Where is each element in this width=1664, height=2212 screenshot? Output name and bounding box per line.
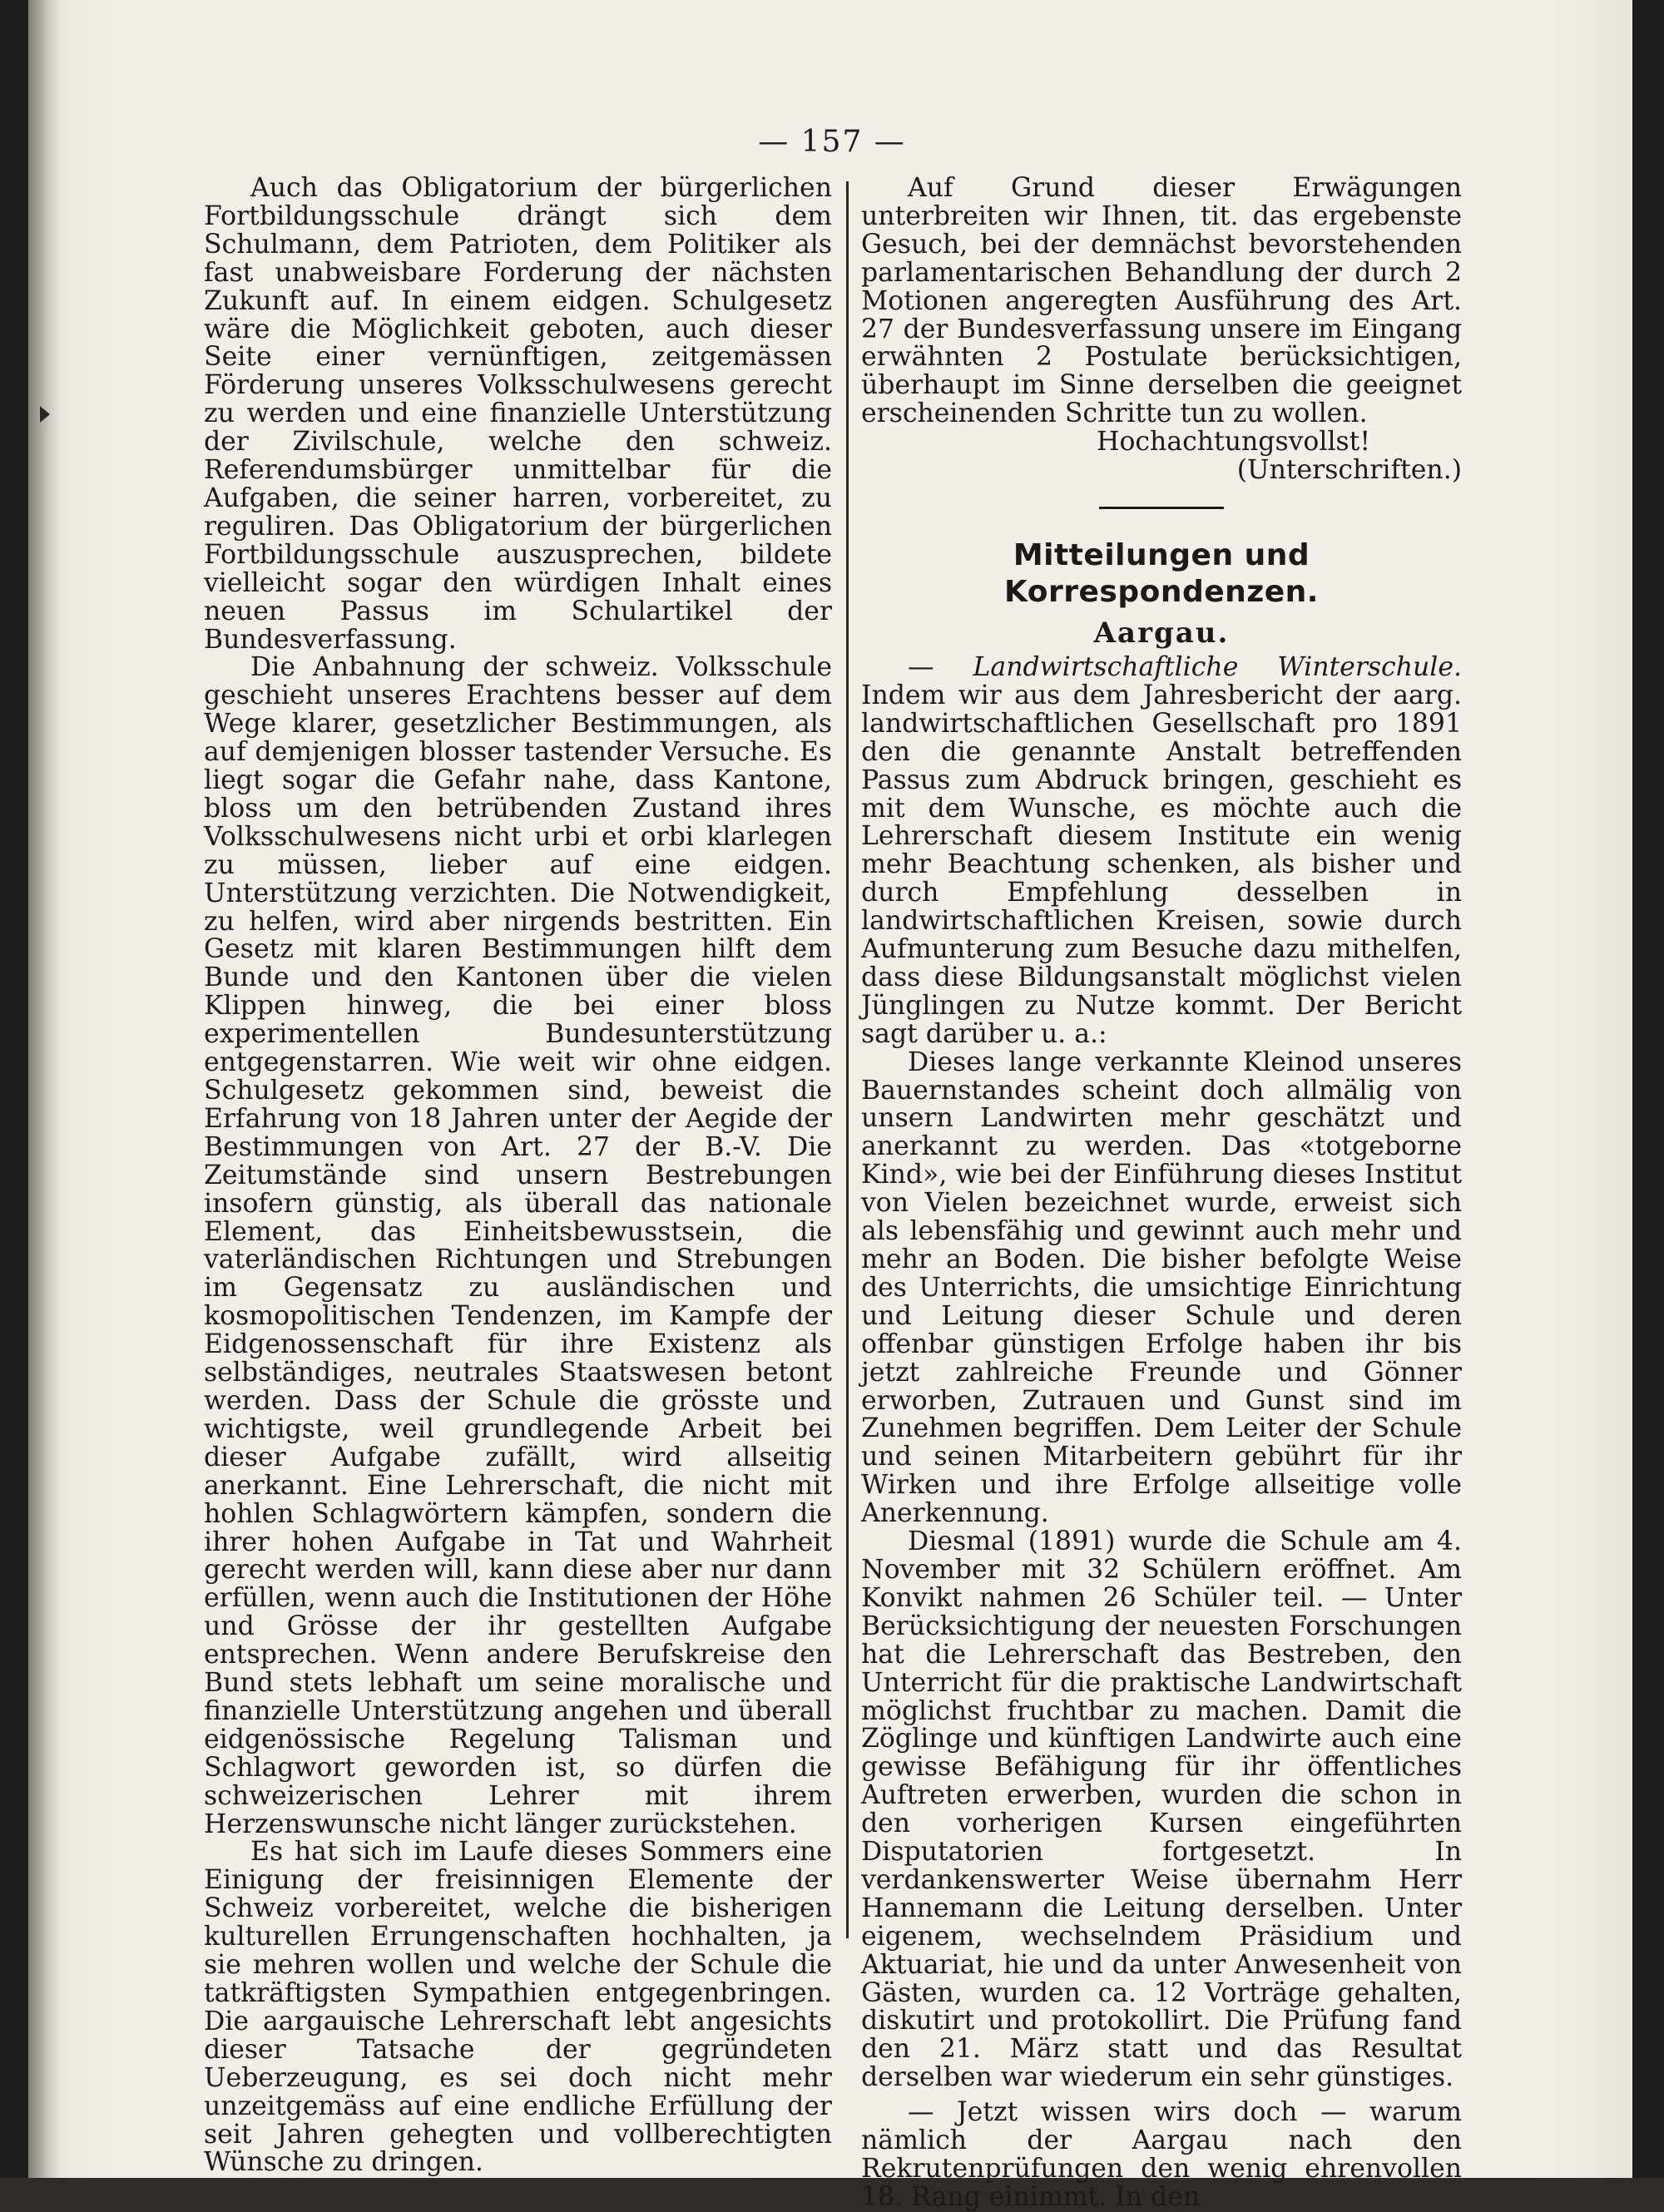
- column-divider: [846, 181, 849, 1938]
- closing-paragraph: — Jetzt wissen wirs doch — warum nämlich der Aargau nach den Rekrutenprüfungen den wenig ehrenvollen 18. Rang einimmt. In den: [861, 2097, 1462, 2212]
- article-dash: —: [908, 651, 973, 682]
- page-number: — 157 —: [758, 125, 906, 159]
- closing-salutation: Hochachtungsvollst!: [1096, 427, 1370, 458]
- left-paragraph-2: Die Anbahnung der schweiz. Volksschule geschieht unseres Erachtens besser auf dem Wege klarer, gesetzlicher Bestimmungen, als auf demjenigen blosser tastender Versuche. Es liegt sogar die Gefahr nahe, dass Kantone, bloss um den betrübenden Zustand ihres Volksschulwesens nicht urbi et orbi klarlegen zu müssen, lieber auf eine eidgen. Unterstützung verzichten. Die Notwendigkeit, zu helfen, wird aber nirgends bestritten. Ein Gesetz mit klaren Bestimmungen hilft dem Bunde und den Kantonen über die vielen Klippen hinweg, die bei einer bloss experimentellen Bundesunterstützung entgegenstarren. Wie weit wir ohne eidgen. Schulgesetz gekommen sind, beweist die Erfahrung von 18 Jahren unter der Aegide der Bestimmungen von Art. 27 der B.-V. Die Zeitumstände sind unsern Bestrebungen insofern günstig, als überall das nationale Element, das Einheitsbewusstsein, die vaterländischen Richtungen und Strebungen im Gegensatz zu ausländischen und kosmopolitischen Tendenzen, im Kampfe der Eidgenossenschaft für ihre Existenz als selbständiges, neutrales Staatswesen betont werden. Dass der Schule die grösste und wichtigste, weil grundlegende Arbeit bei dieser Aufgabe zufällt, wird allseitig anerkannt. Eine Lehrerschaft, die nicht mit hohlen Schlagwörtern kämpfen, sondern die ihrer hohen Aufgabe in Tat und Wahrheit gerecht werden will, kann diese aber nur dann erfüllen, wenn auch die Institutionen der Höhe und Grösse der ihr gestellten Aufgabe entsprechen. Wenn andere Berufskreise den Bund stets lebhaft um seine moralische und finanzielle Unterstützung angehen und überall eidgenössische Regelung Talisman und Schlagwort geworden ist, so dürfen die schweizerischen Lehrer mit ihrem Herzenswunsche nicht länger zurückstehen.: [204, 652, 832, 1839]
- section-separator-rule: [1099, 507, 1224, 509]
- article-lead-paragraph: [861, 651, 1462, 1049]
- petition-paragraph: Auf Grund dieser Erwägungen unterbreiten wir Ihnen, tit. das ergebenste Gesuch, bei der demnächst bevorstehenden parlamentarischen Behandlung der durch 2 Motionen angeregten Ausführung des Art. 27 der Bundesverfassung unsere im Eingang erwähnten 2 Postulate berücksichtigen, überhaupt im Sinne derselben die geeignet erscheinenden Schritte tun zu wollen.: [861, 173, 1462, 429]
- margin-arrow-marker: [40, 406, 50, 423]
- article-title: Landwirtschaftliche Winterschule.: [973, 651, 1462, 682]
- book-gutter-shadow: [28, 0, 62, 2178]
- report-quote-paragraph-2: Diesmal (1891) wurde die Schule am 4. November mit 32 Schülern eröffnet. Am Konvikt nahmen 26 Schüler teil. — Unter Berücksichtigung der neuesten Forschungen hat die Lehrerschaft das Bestreben, den Unterricht für die praktische Landwirtschaft möglichst fruchtbar zu machen. Damit die Zöglinge und künftigen Landwirte auch eine gewisse Befähigung für ihr öffentliches Auftreten erwerben, wurden die schon in den vorherigen Kursen eingeführten Disputatorien fortgesetzt. In verdankenswerter Weise übernahm Herr Hannemann die Leitung derselben. Unter eigenem, wechselndem Präsidium und Aktuariat, hie und da unter Anwesenheit von Gästen, wurden ca. 12 Vorträge gehalten, diskutirt und protokollirt. Die Prüfung fand den 21. März statt und das Resultat derselben war wiederum ein sehr günstiges.: [861, 1527, 1462, 2093]
- left-paragraph-1: Auch das Obligatorium der bürgerlichen Fortbildungsschule drängt sich dem Schulmann, dem Patrioten, dem Politiker als fast unabweisbare Forderung der nächsten Zukunft auf. In einem eidgen. Schulgesetz wäre die Möglichkeit geboten, auch dieser Seite einer vernünftigen, zeitgemässen Förderung unseres Volksschulwesens gerecht zu werden und eine finanzielle Unterstützung der Zivilschule, welche den schweiz. Referendumsbürger unmittelbar für die Aufgaben, die seiner harren, vorbereitet, zu reguliren. Das Obligatorium der bürgerlichen Fortbildungsschule auszusprechen, bildete vielleicht sogar den würdigen Inhalt eines neuen Passus im Schulartikel der Bundesverfassung.: [204, 173, 832, 655]
- section-heading: Mitteilungen und Korrespondenzen.: [1004, 537, 1319, 609]
- left-column: [204, 175, 832, 2177]
- left-paragraph-3: Es hat sich im Laufe dieses Sommers eine Einigung der freisinnigen Elemente der Schweiz vorbereitet, welche die bisherigen kulturellen Errungenschaften hochhalten, ja sie mehren wollen und welche der Schule die tatkräftigsten Sympathien entgegenbringen. Die aargauische Lehrerschaft lebt angesichts dieser Tatsache der gegründeten Ueberzeugung, es sei doch nicht mehr unzeitgemäss auf eine endliche Erfüllung der seit Jahren gehegten und vollberechtigten Wünsche zu dringen.: [204, 1837, 832, 2178]
- article-lead-text: Indem wir aus dem Jahresbericht der aarg. landwirtschaftlichen Gesellschaft pro 1891 den die genannte Anstalt betreffenden Passus zum Abdruck bringen, geschieht es mit dem Wunsche, es möchte auch die Lehrerschaft diesem Institute ein wenig mehr Beachtung schenken, als bisher und durch Empfehlung desselben in landwirtschaftlichen Kreisen, sowie durch Aufmunterung zum Besuche dazu mithelfen, dass diese Bildungsanstalt möglichst vielen Jünglingen zu Nutze kommt. Der Bericht sagt darüber u. a.:: [861, 680, 1462, 1049]
- signature-note: (Unterschriften.): [1236, 455, 1462, 486]
- report-quote-paragraph-1: Dieses lange verkannte Kleinod unseres Bauernstandes scheint doch allmälig von unsern Landwirten mehr geschätzt und anerkannt zu werden. Das «totgeborne Kind», wie bei der Einführung dieses Institut von Vielen bezeichnet wurde, erweist sich als lebensfähig und gewinnt auch mehr und mehr an Boden. Die bisher befolgte Weise des Unterrichts, die umsichtige Einrichtung und Leitung dieser Schule und deren offenbar günstigen Erfolge haben ihr bis jetzt zahlreiche Freunde und Gönner erworben, Zutrauen und Gunst sind im Zunehmen begriffen. Dem Leiter der Schule und seinen Mitarbeitern gebührt für ihr Wirken und ihre Erfolge allseitige volle Anerkennung.: [861, 1047, 1462, 1529]
- canton-heading: Aargau.: [1093, 616, 1230, 650]
- right-column: [861, 175, 1462, 2212]
